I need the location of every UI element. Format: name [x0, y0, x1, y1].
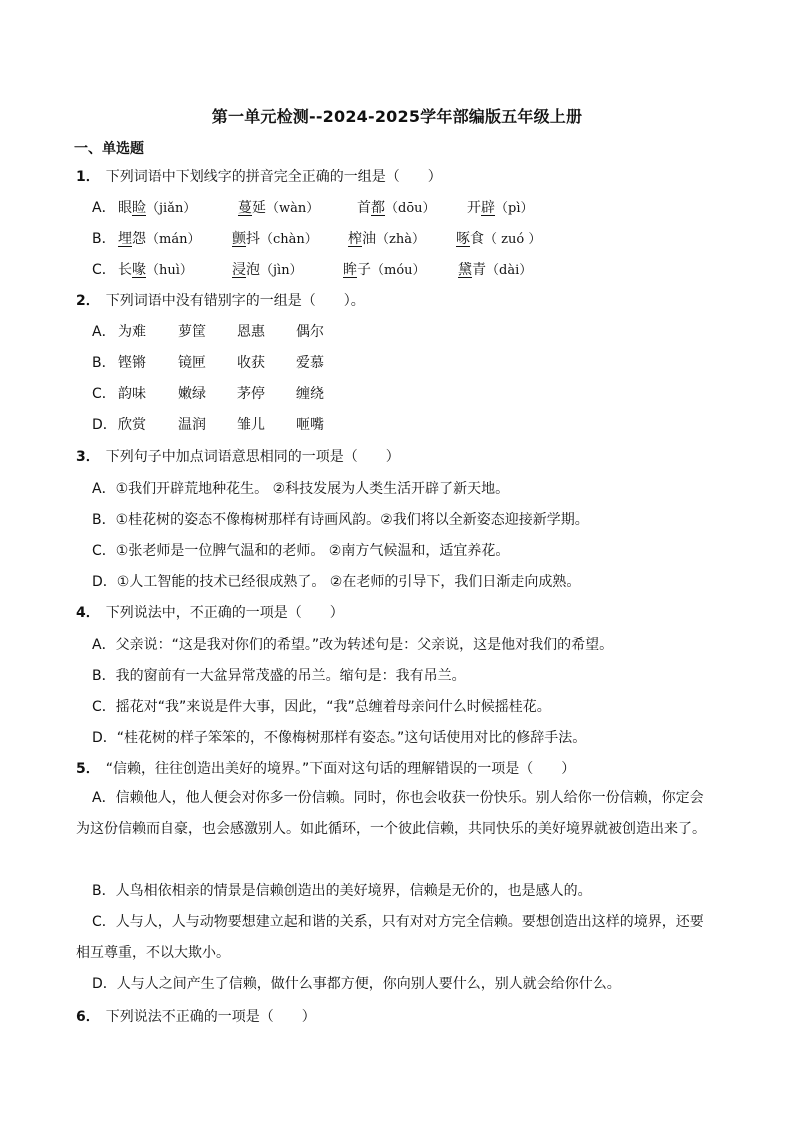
- q3-option-d: D．①人工智能的技术已经很成熟了。 ②在老师的引导下，我们日渐走向成熟。: [92, 574, 581, 590]
- question-number: 4．: [76, 605, 100, 621]
- word: 恩惠: [237, 324, 265, 340]
- word: 欣赏: [118, 417, 146, 433]
- q5-option-b: B．人鸟相依相亲的情景是信赖创造出的美好境界，信赖是无价的，也是感人的。: [92, 883, 592, 899]
- pinyin-word: 榨油（zhà）: [348, 231, 425, 247]
- word: 收获: [237, 355, 265, 371]
- question-1-stem: [76, 166, 442, 186]
- pinyin-word: 黛青（dài）: [458, 262, 533, 278]
- q5-option-a: A．信赖他人，他人便会对你多一份信赖。同时，你也会收获一份快乐。别人给你一份信赖，你定会为这份信赖而自豪，也会感激别人。如此循环，一个彼此信赖，共同快乐的美好境界就被创造出来了。: [76, 790, 706, 837]
- word: 茅停: [237, 386, 265, 402]
- q5-option-d: D．人与人之间产生了信赖，做什么事都方便，你向别人要什么，别人就会给你什么。: [92, 976, 621, 992]
- word: 缠绕: [296, 386, 324, 402]
- question-3-stem: [76, 446, 400, 466]
- q4-option-c: C．摇花对“我”来说是件大事，因此，“我”总缠着母亲问什么时候摇桂花。: [92, 699, 551, 715]
- question-text: 下列句子中加点词语意思相同的一项是（ ）: [105, 449, 400, 465]
- pinyin-word: 蔓延（wàn）: [238, 200, 320, 216]
- option-label: C．: [92, 386, 116, 402]
- pinyin-word: 长喙（huì）: [118, 262, 193, 278]
- page-title: 第一单元检测--2024-2025学年部编版五年级上册: [211, 107, 583, 126]
- q5-option-c: C．人与人，人与动物要想建立起和谐的关系，只有对对方完全信赖。要想创造出这样的境界，还要相互尊重，不以大欺小。: [76, 914, 704, 961]
- option-label: D．: [92, 417, 117, 433]
- word: 嫩绿: [178, 386, 206, 402]
- question-text: 下列说法不正确的一项是（ ）: [105, 1009, 316, 1025]
- question-number: 5．: [76, 761, 100, 777]
- word: 咂嘴: [296, 417, 324, 433]
- pinyin-word: 颤抖（chàn）: [232, 231, 318, 247]
- q3-option-b: B．①桂花树的姿态不像梅树那样有诗画风韵。②我们将以全新姿态迎接新学期。: [92, 512, 589, 528]
- question-text: 下列说法中，不正确的一项是（ ）: [105, 605, 344, 621]
- pinyin-word: 埋怨（mán）: [118, 231, 201, 247]
- option-label: A．: [92, 324, 116, 340]
- question-number: 1．: [76, 169, 100, 185]
- word: 为难: [118, 324, 146, 340]
- pinyin-word: 开辟（pì）: [467, 200, 534, 216]
- section-heading: 一、单选题: [74, 141, 144, 157]
- question-4-stem: [76, 602, 344, 622]
- question-number: 3．: [76, 449, 100, 465]
- word: 雏儿: [237, 417, 265, 433]
- q4-option-d: D．“桂花树的样子笨笨的，不像梅树那样有姿态。”这句话使用对比的修辞手法。: [92, 730, 587, 746]
- q4-option-b: B．我的窗前有一大盆异常茂盛的吊兰。缩句是：我有吊兰。: [92, 668, 466, 684]
- word: 偶尔: [296, 324, 324, 340]
- word: 铿锵: [118, 355, 146, 371]
- question-text: 下列词语中下划线字的拼音完全正确的一组是（ ）: [105, 169, 442, 185]
- pinyin-word: 首都（dōu）: [357, 200, 436, 216]
- q4-option-a: A．父亲说：“这是我对你们的希望。”改为转述句是：父亲说，这是他对我们的希望。: [92, 637, 614, 653]
- word: 萝筐: [178, 324, 206, 340]
- question-number: 2．: [76, 293, 100, 309]
- question-text: “信赖，往往创造出美好的境界。”下面对这句话的理解错误的一项是（ ）: [105, 761, 576, 777]
- question-2-stem: [76, 290, 365, 310]
- word: 温润: [178, 417, 206, 433]
- option-label: C．: [92, 262, 116, 278]
- pinyin-word: 眼睑（jiǎn）: [118, 200, 197, 216]
- word: 镜匣: [178, 355, 206, 371]
- q3-option-a: A．①我们开辟荒地种花生。 ②科技发展为人类生活开辟了新天地。: [92, 481, 510, 497]
- option-label: B．: [92, 355, 116, 371]
- pinyin-word: 眸子（móu）: [343, 262, 426, 278]
- q3-option-c: C．①张老师是一位脾气温和的老师。 ②南方气候温和，适宜养花。: [92, 543, 510, 559]
- question-5-stem: [76, 758, 575, 778]
- pinyin-word: 啄食（ zuó ）: [456, 231, 542, 247]
- question-6-stem: [76, 1006, 316, 1026]
- question-text: 下列词语中没有错别字的一组是（ ）。: [105, 293, 365, 309]
- option-label: B．: [92, 231, 116, 247]
- word: 爱慕: [296, 355, 324, 371]
- option-label: A．: [92, 200, 116, 216]
- word: 韵味: [118, 386, 146, 402]
- question-number: 6．: [76, 1009, 100, 1025]
- pinyin-word: 浸泡（jìn）: [232, 262, 303, 278]
